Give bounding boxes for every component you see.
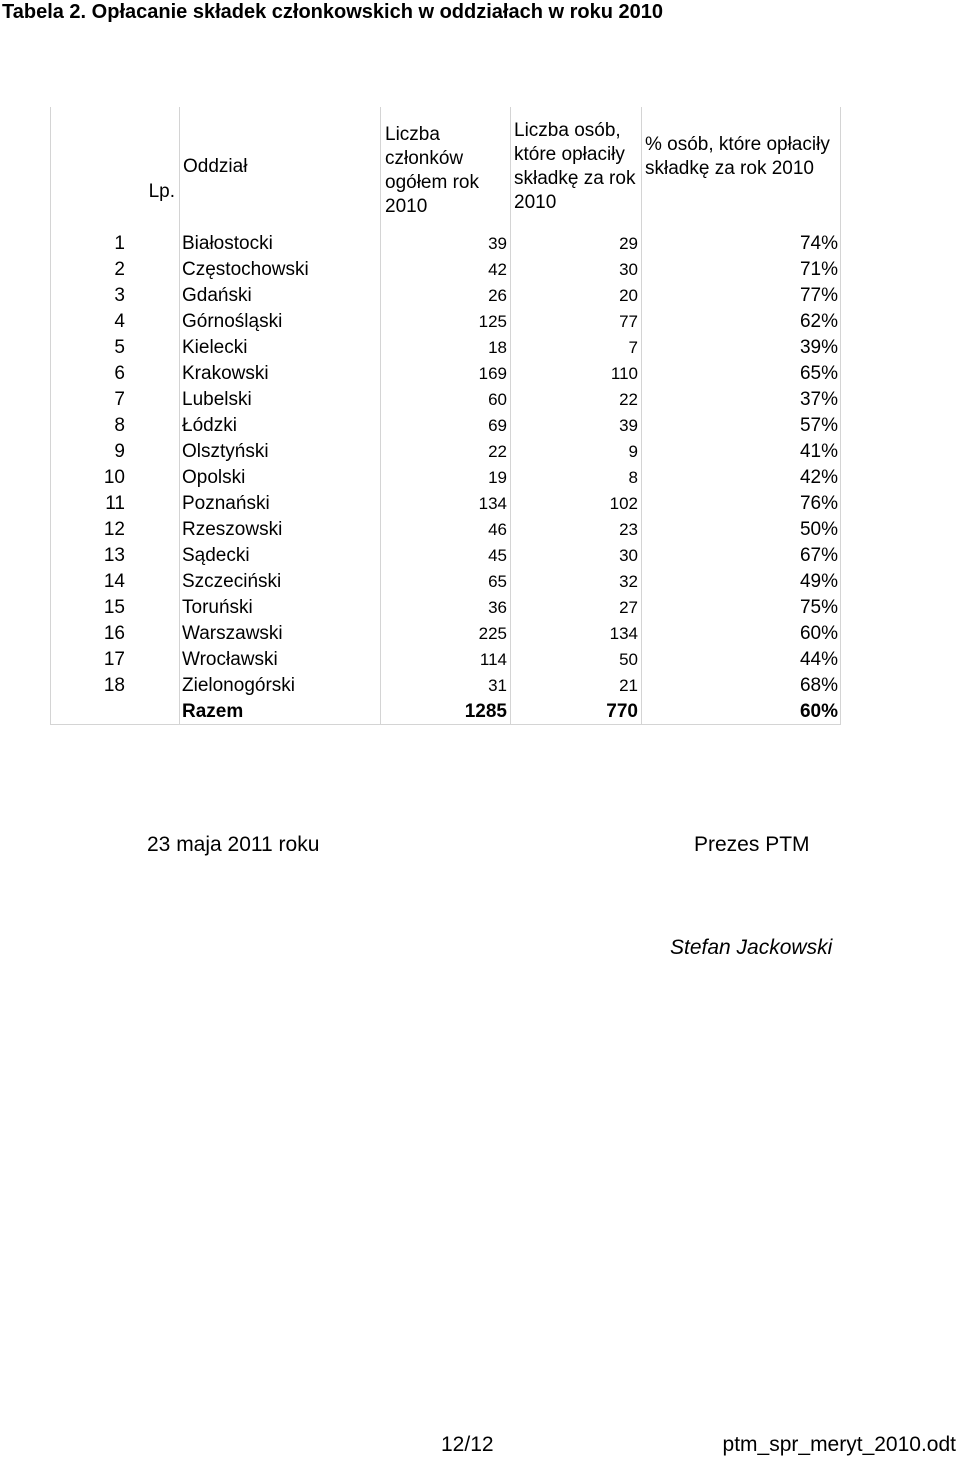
row-number: 13 bbox=[51, 542, 180, 568]
table-row bbox=[51, 646, 841, 672]
members-total: 39 bbox=[381, 226, 511, 256]
percent-paid: 77% bbox=[642, 282, 841, 308]
total-percent: 60% bbox=[642, 698, 841, 725]
column-header-percent-paid: % osób, które opłaciły składkę za rok 2010 bbox=[642, 107, 841, 226]
total-row-number bbox=[51, 698, 180, 725]
total-members: 1285 bbox=[381, 698, 511, 725]
members-paid: 134 bbox=[511, 620, 642, 646]
percent-paid: 71% bbox=[642, 256, 841, 282]
row-number: 6 bbox=[51, 360, 180, 386]
members-paid: 32 bbox=[511, 568, 642, 594]
members-total: 31 bbox=[381, 672, 511, 698]
members-total: 26 bbox=[381, 282, 511, 308]
column-header-members-paid: Liczba osób, które opłaciły składkę za rok 2010 bbox=[511, 107, 642, 226]
row-number: 1 bbox=[51, 226, 180, 256]
table-row bbox=[51, 282, 841, 308]
percent-paid: 37% bbox=[642, 386, 841, 412]
row-number: 3 bbox=[51, 282, 180, 308]
row-number: 12 bbox=[51, 516, 180, 542]
row-number: 17 bbox=[51, 646, 180, 672]
row-number: 8 bbox=[51, 412, 180, 438]
branch-name: Poznański bbox=[180, 490, 381, 516]
members-total: 22 bbox=[381, 438, 511, 464]
members-total: 60 bbox=[381, 386, 511, 412]
members-total: 125 bbox=[381, 308, 511, 334]
table-header-row bbox=[51, 107, 841, 226]
document-title: Tabela 2. Opłacanie składek członkowskich w oddziałach w roku 2010 bbox=[2, 1, 663, 23]
branch-name: Kielecki bbox=[180, 334, 381, 360]
members-total: 134 bbox=[381, 490, 511, 516]
total-paid: 770 bbox=[511, 698, 642, 725]
table-row bbox=[51, 464, 841, 490]
members-paid: 39 bbox=[511, 412, 642, 438]
table-row bbox=[51, 516, 841, 542]
members-total: 69 bbox=[381, 412, 511, 438]
table-row bbox=[51, 386, 841, 412]
branch-name: Łódzki bbox=[180, 412, 381, 438]
table-row bbox=[51, 620, 841, 646]
row-number: 11 bbox=[51, 490, 180, 516]
row-number: 16 bbox=[51, 620, 180, 646]
column-header-lp: Lp. bbox=[51, 107, 180, 226]
percent-paid: 75% bbox=[642, 594, 841, 620]
row-number: 15 bbox=[51, 594, 180, 620]
members-paid: 7 bbox=[511, 334, 642, 360]
members-total: 45 bbox=[381, 542, 511, 568]
branch-name: Szczeciński bbox=[180, 568, 381, 594]
row-number: 7 bbox=[51, 386, 180, 412]
branch-name: Białostocki bbox=[180, 226, 381, 256]
members-total: 42 bbox=[381, 256, 511, 282]
members-total: 36 bbox=[381, 594, 511, 620]
branch-name: Sądecki bbox=[180, 542, 381, 568]
percent-paid: 44% bbox=[642, 646, 841, 672]
branch-name: Toruński bbox=[180, 594, 381, 620]
total-label: Razem bbox=[180, 698, 381, 725]
branch-name: Warszawski bbox=[180, 620, 381, 646]
row-number: 10 bbox=[51, 464, 180, 490]
table-row bbox=[51, 594, 841, 620]
members-total: 19 bbox=[381, 464, 511, 490]
table-row bbox=[51, 226, 841, 256]
branch-name: Zielonogórski bbox=[180, 672, 381, 698]
percent-paid: 60% bbox=[642, 620, 841, 646]
report-date: 23 maja 2011 roku bbox=[147, 833, 320, 856]
members-paid: 50 bbox=[511, 646, 642, 672]
row-number: 9 bbox=[51, 438, 180, 464]
percent-paid: 42% bbox=[642, 464, 841, 490]
members-paid: 110 bbox=[511, 360, 642, 386]
branch-name: Rzeszowski bbox=[180, 516, 381, 542]
branch-name: Olsztyński bbox=[180, 438, 381, 464]
members-paid: 8 bbox=[511, 464, 642, 490]
members-paid: 29 bbox=[511, 226, 642, 256]
percent-paid: 67% bbox=[642, 542, 841, 568]
percent-paid: 62% bbox=[642, 308, 841, 334]
members-total: 225 bbox=[381, 620, 511, 646]
table-row bbox=[51, 568, 841, 594]
table-row bbox=[51, 672, 841, 698]
members-total: 46 bbox=[381, 516, 511, 542]
members-total: 169 bbox=[381, 360, 511, 386]
table-row bbox=[51, 438, 841, 464]
table-row bbox=[51, 360, 841, 386]
members-paid: 21 bbox=[511, 672, 642, 698]
table-row bbox=[51, 256, 841, 282]
percent-paid: 74% bbox=[642, 226, 841, 256]
signer-name: Stefan Jackowski bbox=[670, 936, 833, 959]
total-row bbox=[51, 698, 841, 725]
row-number: 2 bbox=[51, 256, 180, 282]
column-header-members-total: Liczba członków ogółem rok 2010 bbox=[381, 107, 511, 226]
members-paid: 23 bbox=[511, 516, 642, 542]
members-paid: 20 bbox=[511, 282, 642, 308]
row-number: 4 bbox=[51, 308, 180, 334]
table-row bbox=[51, 542, 841, 568]
branch-name: Gdański bbox=[180, 282, 381, 308]
branch-name: Wrocławski bbox=[180, 646, 381, 672]
table-row bbox=[51, 334, 841, 360]
dues-table bbox=[50, 107, 841, 725]
members-paid: 30 bbox=[511, 542, 642, 568]
row-number: 14 bbox=[51, 568, 180, 594]
table-row bbox=[51, 490, 841, 516]
percent-paid: 68% bbox=[642, 672, 841, 698]
members-total: 18 bbox=[381, 334, 511, 360]
percent-paid: 57% bbox=[642, 412, 841, 438]
row-number: 18 bbox=[51, 672, 180, 698]
branch-name: Górnośląski bbox=[180, 308, 381, 334]
members-paid: 102 bbox=[511, 490, 642, 516]
members-paid: 27 bbox=[511, 594, 642, 620]
members-total: 114 bbox=[381, 646, 511, 672]
percent-paid: 50% bbox=[642, 516, 841, 542]
percent-paid: 41% bbox=[642, 438, 841, 464]
page-number: 12/12 bbox=[441, 1433, 494, 1456]
branch-name: Częstochowski bbox=[180, 256, 381, 282]
row-number: 5 bbox=[51, 334, 180, 360]
members-total: 65 bbox=[381, 568, 511, 594]
percent-paid: 49% bbox=[642, 568, 841, 594]
members-paid: 9 bbox=[511, 438, 642, 464]
members-paid: 30 bbox=[511, 256, 642, 282]
members-paid: 22 bbox=[511, 386, 642, 412]
signer-role: Prezes PTM bbox=[694, 833, 810, 856]
percent-paid: 76% bbox=[642, 490, 841, 516]
column-header-branch: Oddział bbox=[180, 107, 381, 226]
file-name: ptm_spr_meryt_2010.odt bbox=[722, 1433, 956, 1456]
table-row bbox=[51, 308, 841, 334]
branch-name: Opolski bbox=[180, 464, 381, 490]
branch-name: Krakowski bbox=[180, 360, 381, 386]
percent-paid: 65% bbox=[642, 360, 841, 386]
table-row bbox=[51, 412, 841, 438]
branch-name: Lubelski bbox=[180, 386, 381, 412]
percent-paid: 39% bbox=[642, 334, 841, 360]
members-paid: 77 bbox=[511, 308, 642, 334]
